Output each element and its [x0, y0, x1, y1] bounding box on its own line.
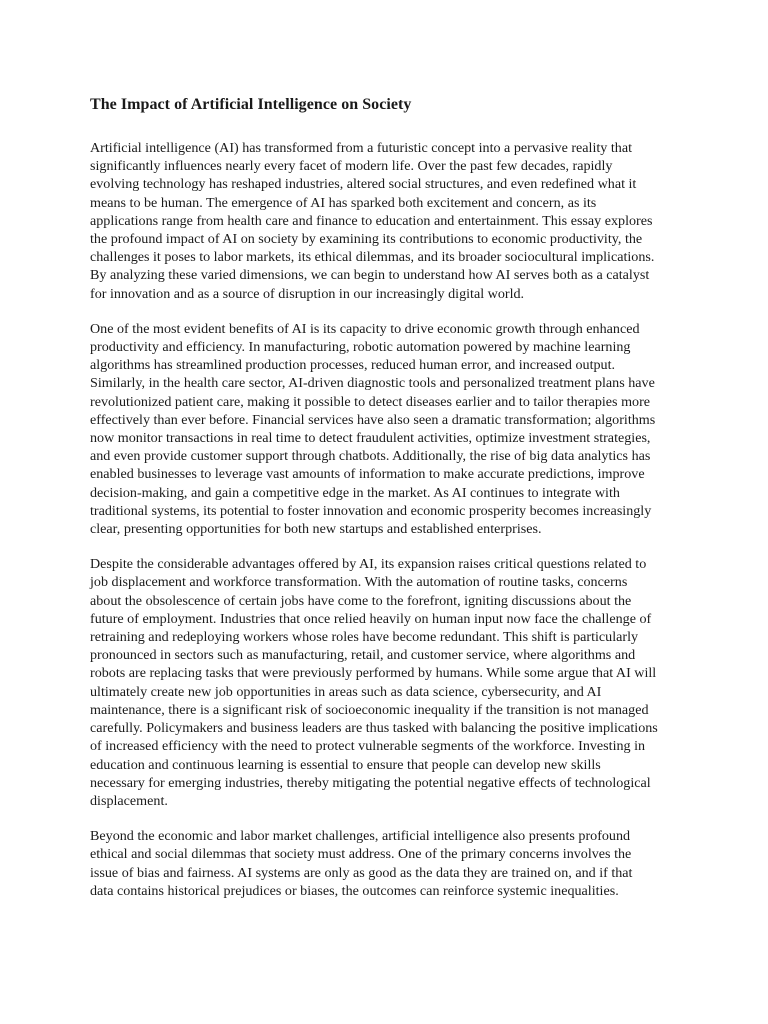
- paragraph-introduction: Artificial intelligence (AI) has transformed from a futuristic concept into a pervasive reality that significantly influences nearly every facet of modern life. Over the past few decades, rapidly evolving technology has reshaped industries, altered social structures, and even redefined what it means to be human. The emergence of AI has sparked both excitement and concern, as its applications range from health care and finance to education and entertainment. This essay explores the profound impact of AI on society by examining its contributions to economic productivity, the challenges it poses to labor markets, its ethical dilemmas, and its broader sociocultural implications. By analyzing these varied dimensions, we can begin to understand how AI serves both as a catalyst for innovation and as a source of disruption in our increasingly digital world.: [90, 140, 655, 302]
- paragraph-ethical-dilemmas: Beyond the economic and labor market challenges, artificial intelligence also presents profound ethical and social dilemmas that society must address. One of the primary concerns involves the issue of bias and fairness. AI systems are only as good as the data they are trained on, and if that data contains historical prejudices or biases, the outcomes can reinforce systemic inequalities.: [90, 828, 633, 899]
- paragraph-job-displacement: Despite the considerable advantages offered by AI, its expansion raises critical questions related to job displacement and workforce transformation. With the automation of routine tasks, concerns about the obsolescence of certain jobs have come to the forefront, igniting discussions about the future of employment. Industries that once relied heavily on human input now face the challenge of retraining and redeploying workers whose roles have become redundant. This shift is particularly pronounced in sectors such as manufacturing, retail, and customer service, where algorithms and robots are replacing tasks that were previously performed by humans. While some argue that AI will ultimately create new job opportunities in areas such as data science, cybersecurity, and AI maintenance, there is a significant risk of socioeconomic inequality if the transition is not managed carefully. Policymakers and business leaders are thus tasked with balancing the positive implications of increased efficiency with the need to protect vulnerable segments of the workforce. Investing in education and continuous learning is essential to ensure that people can develop new skills necessary for emerging industries, thereby mitigating the potential negative effects of technological displacement.: [90, 556, 658, 809]
- document-title: The Impact of Artificial Intelligence on Society: [90, 96, 412, 113]
- paragraph-economic-benefits: One of the most evident benefits of AI is its capacity to drive economic growth through enhanced productivity and efficiency. In manufacturing, robotic automation powered by machine learning algorithms has streamlined production processes, reduced human error, and increased output. Similarly, in the health care sector, AI-driven diagnostic tools and personalized treatment plans have revolutionized patient care, making it possible to detect diseases earlier and to tailor therapies more effectively than ever before. Financial services have also seen a dramatic transformation; algorithms now monitor transactions in real time to detect fraudulent activities, optimize investment strategies, and even provide customer support through chatbots. Additionally, the rise of big data analytics has enabled businesses to leverage vast amounts of information to make accurate predictions, improve decision-making, and gain a competitive edge in the market. As AI continues to integrate with traditional systems, its potential to foster innovation and economic prosperity becomes increasingly clear, presenting opportunities for both new startups and established enterprises.: [90, 320, 656, 538]
